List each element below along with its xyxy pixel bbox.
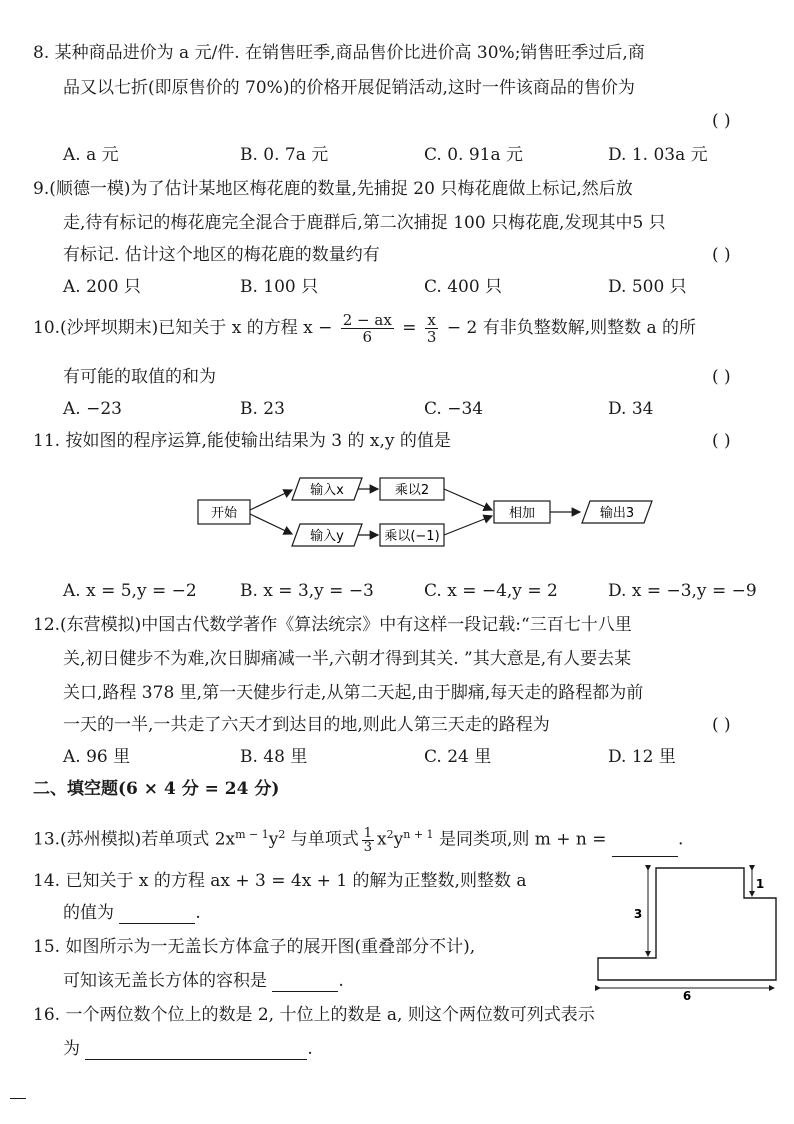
q9-answer-paren: ( ) bbox=[712, 245, 731, 265]
flow-input-y bbox=[292, 524, 362, 546]
q13-y1: y bbox=[268, 829, 279, 850]
q10-option-c: C. −34 bbox=[424, 399, 484, 419]
q13-exp-3: 2 bbox=[386, 828, 394, 841]
q9-option-b: B. 100 只 bbox=[240, 277, 319, 297]
flow-arrow-start-y bbox=[250, 514, 292, 534]
q10-line2: 有可能的取值的和为 bbox=[63, 367, 216, 387]
q9-option-d: D. 500 只 bbox=[608, 277, 687, 297]
q8-option-c: C. 0. 91a 元 bbox=[424, 145, 524, 165]
q8-option-d: D. 1. 03a 元 bbox=[608, 145, 708, 165]
q13-fraction-numerator: 1 bbox=[363, 825, 373, 841]
q8-option-b: B. 0. 7a 元 bbox=[240, 145, 329, 165]
q15-line1: 15. 如图所示为一无盖长方体盒子的展开图(重叠部分不计), bbox=[33, 937, 476, 957]
flow-input-x bbox=[292, 478, 362, 500]
flow-output-label: 输出3 bbox=[599, 506, 635, 521]
flow-output bbox=[582, 501, 652, 523]
q14-end: . bbox=[195, 903, 201, 923]
q16-line2 bbox=[63, 1038, 313, 1060]
flow-multiply-2-label: 乘以2 bbox=[394, 483, 430, 498]
q11-option-c: C. x = −4,y = 2 bbox=[424, 581, 558, 601]
net-label-1: 1 bbox=[755, 877, 765, 891]
q13-end: . bbox=[677, 829, 684, 850]
q10-fraction-2 bbox=[425, 312, 439, 345]
flow-arrow-mulneg1-add bbox=[444, 516, 492, 535]
q10-option-b: B. 23 bbox=[240, 399, 285, 419]
flow-arrow-mul2-add bbox=[444, 489, 492, 510]
flow-arrow-start-x bbox=[250, 490, 292, 510]
q8-option-a: A. a 元 bbox=[63, 145, 119, 165]
q9-option-c: C. 400 只 bbox=[424, 277, 503, 297]
q9-line1: 9.(顺德一模)为了估计某地区梅花鹿的数量,先捕捉 20 只梅花鹿做上标记,然后放 bbox=[33, 179, 633, 199]
q9-option-a: A. 200 只 bbox=[63, 277, 141, 297]
q9-line2: 走,待有标记的梅花鹿完全混合于鹿群后,第二次捕捉 100 只梅花鹿,发现其中5 只 bbox=[63, 213, 666, 233]
q16-label: 为 bbox=[63, 1039, 80, 1059]
q16-answer-blank bbox=[85, 1041, 307, 1060]
q13-fraction bbox=[362, 827, 374, 854]
q13-exp-2: 2 bbox=[278, 828, 286, 841]
q13-prefix: 13.(苏州模拟)若单项式 2x bbox=[33, 829, 236, 850]
net-outline bbox=[598, 868, 776, 980]
q9-line3: 有标记. 估计这个地区的梅花鹿的数量约有 bbox=[63, 245, 380, 265]
flow-input-x-label: 输入x bbox=[310, 483, 344, 498]
q13-x2: x bbox=[377, 829, 387, 850]
q12-line1: 12.(东营模拟)中国古代数学著作《算法统宗》中有这样一段记载:“三百七十八里 bbox=[33, 615, 632, 635]
q10-line1 bbox=[33, 310, 696, 346]
q13-answer-blank bbox=[612, 838, 678, 857]
q16-line1: 16. 一个两位数个位上的数是 2, 十位上的数是 a, 则这个两位数可列式表示 bbox=[33, 1005, 595, 1025]
q13-line bbox=[33, 818, 683, 857]
flow-add-label: 相加 bbox=[508, 506, 536, 521]
q13-fraction-denominator: 3 bbox=[363, 839, 373, 855]
q8-line1: 8. 某种商品进价为 a 元/件. 在销售旺季,商品售价比进价高 30%;销售旺季过后,商 bbox=[33, 43, 645, 63]
q10-fraction-1-denominator: 6 bbox=[362, 328, 373, 346]
q13-exp-1: m − 1 bbox=[235, 828, 269, 841]
q11-option-d: D. x = −3,y = −9 bbox=[608, 581, 757, 601]
q10-fraction-1 bbox=[341, 312, 394, 345]
q12-answer-paren: ( ) bbox=[712, 715, 731, 735]
q12-option-a: A. 96 里 bbox=[63, 747, 131, 767]
q10-equals: = bbox=[402, 318, 417, 338]
q13-exp-4: n + 1 bbox=[403, 828, 434, 841]
q14-answer-blank bbox=[119, 905, 195, 924]
net-label-6: 6 bbox=[682, 989, 692, 1002]
net-label-3: 3 bbox=[633, 907, 643, 921]
q11-option-a: A. x = 5,y = −2 bbox=[63, 581, 197, 601]
flowchart bbox=[190, 470, 660, 554]
q12-option-c: C. 24 里 bbox=[424, 747, 492, 767]
q11-answer-paren: ( ) bbox=[712, 431, 731, 451]
q13-mid: 与单项式 bbox=[285, 829, 359, 850]
flow-input-y-label: 输入y bbox=[310, 529, 344, 544]
q10-fraction-1-numerator: 2 − ax bbox=[342, 311, 392, 329]
q10-option-a: A. −23 bbox=[63, 399, 122, 419]
q10-suffix: − 2 有非负整数解,则整数 a 的所 bbox=[446, 318, 697, 338]
q10-answer-paren: ( ) bbox=[712, 367, 731, 387]
q15-end: . bbox=[338, 971, 344, 991]
q13-y2: y bbox=[393, 829, 404, 850]
q10-fraction-2-numerator: x bbox=[425, 312, 439, 329]
q11-option-b: B. x = 3,y = −3 bbox=[240, 581, 374, 601]
q12-line2: 关,初日健步不为难,次日脚痛减一半,六朝才得到其关. ”其大意是,有人要去某 bbox=[63, 649, 632, 669]
q14-line2 bbox=[63, 902, 201, 924]
box-net-figure bbox=[592, 862, 782, 1002]
flow-start-label: 开始 bbox=[210, 506, 238, 521]
q10-fraction-2-denominator: 3 bbox=[426, 328, 437, 346]
q10-prefix: 10.(沙坪坝期末)已知关于 x 的方程 x − bbox=[33, 318, 333, 338]
flow-multiply-neg1-label: 乘以(−1) bbox=[384, 529, 440, 544]
q12-line4: 一天的一半,一共走了六天才到达目的地,则此人第三天走的路程为 bbox=[63, 715, 550, 735]
q8-answer-paren: ( ) bbox=[712, 111, 731, 131]
q8-line2: 品又以七折(即原售价的 70%)的价格开展促销活动,这时一件该商品的售价为 bbox=[63, 78, 635, 98]
q15-label: 可知该无盖长方体的容积是 bbox=[63, 971, 267, 991]
flow-add-box bbox=[494, 501, 550, 523]
q15-line2 bbox=[63, 970, 344, 992]
q11-line1: 11. 按如图的程序运算,能使输出结果为 3 的 x,y 的值是 bbox=[33, 431, 451, 451]
q10-option-d: D. 34 bbox=[608, 399, 654, 419]
q13-suffix: 是同类项,则 m + n = bbox=[433, 829, 607, 850]
q14-line1: 14. 已知关于 x 的方程 ax + 3 = 4x + 1 的解为正整数,则整数 a bbox=[33, 871, 527, 891]
q14-label: 的值为 bbox=[63, 903, 114, 923]
footer-rule bbox=[10, 1098, 26, 1099]
q12-option-d: D. 12 里 bbox=[608, 747, 676, 767]
q12-line3: 关口,路程 378 里,第一天健步行走,从第二天起,由于脚痛,每天走的路程都为前 bbox=[63, 683, 644, 703]
q16-end: . bbox=[307, 1039, 313, 1059]
section-fill-in-title: 二、填空题(6 × 4 分 = 24 分) bbox=[33, 779, 280, 799]
q12-option-b: B. 48 里 bbox=[240, 747, 308, 767]
flow-multiply-2-box bbox=[380, 478, 444, 500]
flow-start-box bbox=[198, 500, 250, 524]
q15-answer-blank bbox=[272, 973, 338, 992]
flow-multiply-neg1-box bbox=[380, 524, 444, 546]
